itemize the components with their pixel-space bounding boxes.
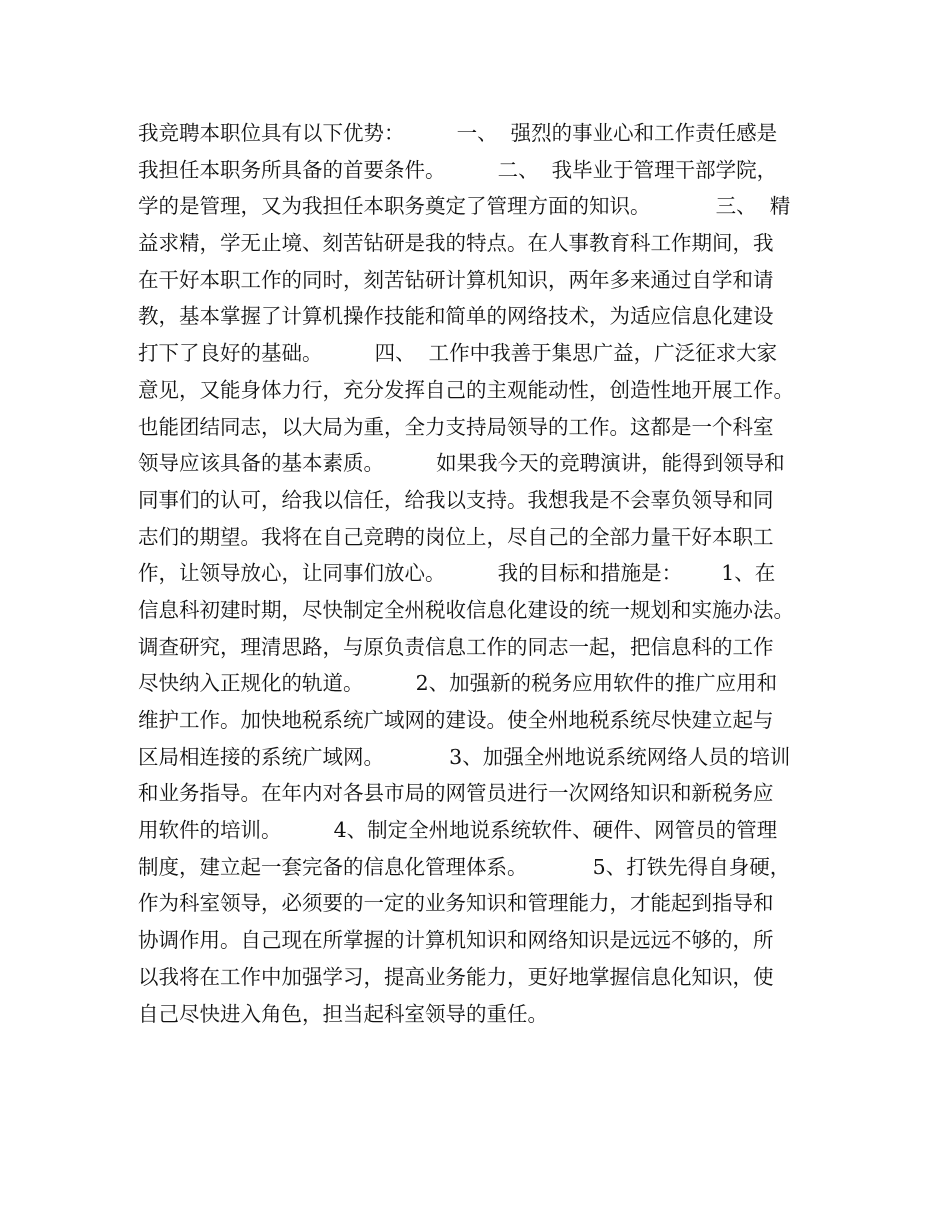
- text-line: 同事们的认可，给我以信任，给我以支持。我想我是不会辜负领导和同: [138, 487, 774, 512]
- text-line: 在干好本职工作的同时，刻苦钻研计算机知识，两年多来通过自学和请: [138, 267, 774, 292]
- text-line: 志们的期望。我将在自己竞聘的岗位上，尽自己的全部力量干好本职工: [138, 524, 774, 549]
- text-line: 以我将在工作中加强学习，提高业务能力，更好地掌握信息化知识，使: [138, 964, 774, 989]
- text-line: 调查研究，理清思路，与原负责信息工作的同志一起，把信息科的工作: [138, 634, 774, 659]
- text-line: 作，让领导放心，让同事们放心。 我的目标和措施是： 1、在: [138, 561, 776, 586]
- text-line: 我担任本职务所具备的首要条件。 二、 我毕业于管理干部学院，: [138, 157, 778, 182]
- body-text: [138, 115, 828, 1032]
- text-line: 协调作用。自己现在所掌握的计算机知识和网络知识是远远不够的，所: [138, 928, 774, 953]
- text-line: 我竞聘本职位具有以下优势： 一、 强烈的事业心和工作责任感是: [138, 121, 778, 145]
- text-line: 教，基本掌握了计算机操作技能和简单的网络技术，为适应信息化建设: [138, 304, 774, 329]
- text-line: 尽快纳入正规化的轨道。 2、加强新的税务应用软件的推广应用和: [138, 671, 778, 696]
- text-line: 信息科初建时期，尽快制定全州税收信息化建设的统一规划和实施办法。: [138, 597, 794, 622]
- text-line: 领导应该具备的基本素质。 如果我今天的竞聘演讲，能得到领导和: [138, 451, 785, 476]
- text-line: 也能团结同志，以大局为重，全力支持局领导的工作。这都是一个科室: [138, 414, 774, 439]
- text-line: 和业务指导。在年内对各县市局的网管员进行一次网络知识和新税务应: [138, 781, 774, 806]
- text-line: 用软件的培训。 4、制定全州地说系统软件、硬件、网管员的管理: [138, 818, 778, 843]
- text-line: 自己尽快进入角色，担当起科室领导的重任。: [138, 1001, 548, 1026]
- text-line: 维护工作。加快地税系统广域网的建设。使全州地税系统尽快建立起与: [138, 708, 774, 732]
- text-line: 学的是管理，又为我担任本职务奠定了管理方面的知识。 三、 精: [138, 194, 791, 219]
- text-line: 作为科室领导，必须要的一定的业务知识和管理能力，才能起到指导和: [138, 891, 774, 916]
- text-line: 区局相连接的系统广域网。 3、加强全州地说系统网络人员的培训: [138, 744, 791, 769]
- text-line: 意见，又能身体力行，充分发挥自己的主观能动性，创造性地开展工作。: [138, 377, 794, 402]
- text-line: 益求精，学无止境、刻苦钻研是我的特点。在人事教育科工作期间，我: [138, 231, 774, 256]
- text-line: 制度，建立起一套完备的信息化管理体系。 5、打铁先得自身硬，: [138, 854, 791, 879]
- text-line: 打下了良好的基础。 四、 工作中我善于集思广益，广泛征求大家: [138, 341, 778, 366]
